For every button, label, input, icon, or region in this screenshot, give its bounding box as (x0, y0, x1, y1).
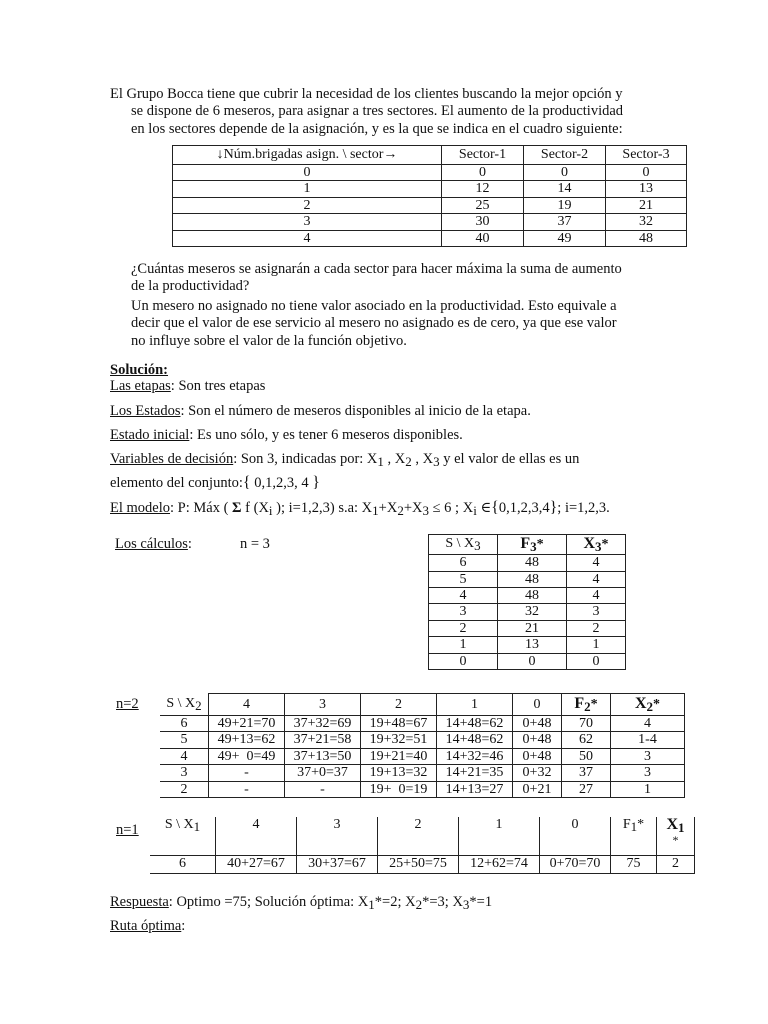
table-cell: 25 (442, 197, 524, 213)
table-cell: 32 (498, 604, 567, 620)
table-cell: 4 (173, 230, 442, 246)
left-brace-icon: { (491, 499, 499, 516)
header-cell: F2* (562, 694, 611, 716)
table-row (429, 620, 626, 636)
inicial-text: : Es uno sólo, y es tener 6 meseros disponibles. (189, 427, 463, 443)
table-cell: 62 (562, 732, 611, 748)
table-cell: 14+48=62 (437, 732, 513, 748)
table-row (160, 716, 685, 732)
table-cell: 70 (562, 716, 611, 732)
table-cell: 49 (524, 230, 606, 246)
table-cell: 30 (442, 214, 524, 230)
inicial-label: Estado inicial (110, 427, 190, 443)
table-cell: 2 (160, 781, 209, 797)
table-cell: 48 (498, 555, 567, 571)
header-cell: Sector-3 (606, 146, 687, 165)
table-cell: 40+27=67 (216, 855, 297, 873)
table-row (429, 588, 626, 604)
table-cell: 25+50=75 (378, 855, 459, 873)
header-cell: 0 (513, 694, 562, 716)
header-cell: S \ X2 (160, 694, 209, 716)
header-cell: 1 (437, 694, 513, 716)
intro-paragraph (110, 86, 662, 138)
table-cell: 12 (442, 181, 524, 197)
header-cell: S \ X1 (150, 817, 216, 855)
etapas-label: Las etapas (110, 378, 171, 394)
table-cell: 6 (429, 555, 498, 571)
table-cell: 5 (160, 732, 209, 748)
header-cell: 4 (216, 817, 297, 855)
subscript: 3 (433, 454, 440, 469)
table-cell: 2 (173, 197, 442, 213)
modelo-sum: +X (378, 500, 398, 516)
intro-line-1: El Grupo Bocca tiene que cubrir la necesidad de los clientes buscando la mejor opción y (110, 86, 623, 102)
table-cell: 37 (524, 214, 606, 230)
table-cell: 19+13=32 (361, 765, 437, 781)
intro-line-3: en los sectores depende de la asignación, y es la que se indica en el cuadro siguiente: (131, 120, 623, 137)
table-header-row (150, 817, 695, 855)
header-cell: X1 * (657, 817, 695, 855)
table-row (429, 555, 626, 571)
subscript: 3 (462, 897, 470, 912)
table-cell: 14+32=46 (437, 748, 513, 764)
table-cell: 3 (173, 214, 442, 230)
header-cell: S \ X3 (429, 535, 498, 555)
table-cell: 19+21=40 (361, 748, 437, 764)
table-cell: 1 (611, 781, 685, 797)
header-cell: 2 (378, 817, 459, 855)
table-cell: 13 (606, 181, 687, 197)
conjunto-values: 0,1,2,3, 4 (250, 475, 313, 491)
table-cell: 6 (150, 855, 216, 873)
header-cell: Sector-1 (442, 146, 524, 165)
table-cell: 0+48 (513, 748, 562, 764)
table-cell: 1 (567, 637, 626, 653)
header-cell: 2 (361, 694, 437, 716)
table-cell: 0 (442, 165, 524, 181)
table-cell: 50 (562, 748, 611, 764)
header-cell: 3 (285, 694, 361, 716)
table-row (160, 748, 685, 764)
table-cell: 5 (429, 571, 498, 587)
productivity-table (172, 145, 687, 247)
table-cell: 0+32 (513, 765, 562, 781)
modelo-set: 0,1,2,3,4 (498, 500, 550, 516)
table-cell: 32 (606, 214, 687, 230)
table-cell: 19+ 0=19 (361, 781, 437, 797)
ruta-colon: : (181, 918, 186, 934)
table-header-row (429, 535, 626, 555)
table-cell: 30+37=67 (297, 855, 378, 873)
calculos-label: Los cálculos (115, 536, 188, 552)
table-cell: 49+13=62 (209, 732, 285, 748)
subscript: 3 (422, 503, 429, 518)
table-cell: 2 (567, 620, 626, 636)
modelo-mid: ); i=1,2,3) s.a: X (272, 500, 373, 516)
stage-3-table (428, 534, 626, 670)
question-line-4: decir que el valor de ese servicio al mesero no asignado es de cero, ya que ese valor (131, 315, 617, 332)
respuesta-x2: *=3; X (422, 894, 463, 910)
table-row (173, 165, 687, 181)
table-header-row (173, 146, 687, 165)
respuesta-line (110, 894, 492, 913)
table-cell: 0+70=70 (540, 855, 611, 873)
table-cell: 4 (429, 588, 498, 604)
table-cell: 4 (160, 748, 209, 764)
table-cell: - (209, 781, 285, 797)
table-cell: 37+21=58 (285, 732, 361, 748)
modelo-in: ∈ (476, 500, 492, 516)
table-cell: 0 (606, 165, 687, 181)
table-cell: 0 (524, 165, 606, 181)
header-cell: 1 (459, 817, 540, 855)
calculos-colon: : (187, 536, 192, 552)
right-brace-icon: } (549, 499, 558, 516)
modelo-sum: +X (403, 500, 423, 516)
conjunto-text: elemento del conjunto: (110, 475, 243, 491)
table-cell: 21 (606, 197, 687, 213)
table-cell: 37 (562, 765, 611, 781)
header-cell: ↓Núm.brigadas asign. \ sector→ (173, 146, 442, 165)
table-cell: 75 (611, 855, 657, 873)
modelo-le: ≤ 6 ; X (428, 500, 474, 516)
subscript: 1 (377, 454, 384, 469)
table-cell: 19 (524, 197, 606, 213)
modelo-end: ; i=1,2,3. (557, 500, 610, 516)
inicial-line (110, 427, 463, 444)
table-row (429, 571, 626, 587)
header-cell: X3* (567, 535, 626, 555)
question-line-1: ¿Cuántas meseros se asignarán a cada sector para hacer máxima la suma de aumento (131, 261, 622, 277)
subscript: 1 (372, 503, 379, 518)
subscript: 2 (405, 454, 412, 469)
table-cell: 0 (567, 653, 626, 669)
subscript: i (473, 503, 477, 518)
table-cell: - (285, 781, 361, 797)
subscript: 2 (397, 503, 404, 518)
n1-label: n=1 (116, 822, 139, 838)
table-row (160, 781, 685, 797)
table-cell: 19+32=51 (361, 732, 437, 748)
table-cell: 1 (173, 181, 442, 197)
table-header-row (160, 694, 685, 716)
table-cell: 2 (429, 620, 498, 636)
respuesta-label: Respuesta (110, 894, 169, 910)
table-cell: 0 (429, 653, 498, 669)
table-cell: 3 (160, 765, 209, 781)
modelo-line (110, 498, 610, 519)
right-brace-icon: } (312, 474, 320, 491)
header-cell: F3* (498, 535, 567, 555)
header-cell: 3 (297, 817, 378, 855)
estados-line (110, 403, 531, 420)
respuesta-text: : Optimo =75; Solución óptima: X (168, 894, 369, 910)
sigma-symbol: Σ (232, 500, 242, 516)
table-cell: 37+32=69 (285, 716, 361, 732)
variables-label: Variables de decisión (110, 451, 234, 467)
left-brace-icon: { (242, 474, 251, 491)
subscript: 2 (415, 897, 423, 912)
table-row (150, 855, 695, 873)
table-cell: - (209, 765, 285, 781)
header-cell: F1* (611, 817, 657, 855)
table-cell: 0+48 (513, 716, 562, 732)
question-line-3: Un mesero no asignado no tiene valor asociado en la productividad. Esto equivale a (131, 297, 617, 314)
table-cell: 1-4 (611, 732, 685, 748)
solution-heading: Solución: (110, 362, 169, 378)
variables-text: : Son 3, indicadas por: X (233, 451, 378, 467)
table-cell: 37+13=50 (285, 748, 361, 764)
stage-2-table (160, 693, 685, 798)
table-cell: 40 (442, 230, 524, 246)
table-cell: 0 (498, 653, 567, 669)
calculos-line (115, 536, 192, 553)
estados-text: : Son el número de meseros disponibles al inicio de la etapa. (180, 403, 531, 419)
comma: , (411, 451, 423, 467)
table-cell: 0 (173, 165, 442, 181)
question-paragraph (131, 261, 661, 350)
table-cell: 49+ 0=49 (209, 748, 285, 764)
table-cell: 4 (567, 588, 626, 604)
table-row (173, 181, 687, 197)
question-line-2: de la productividad? (131, 278, 250, 295)
modelo-text: : P: Máx ( (170, 500, 233, 516)
table-row (429, 604, 626, 620)
table-cell: 14+48=62 (437, 716, 513, 732)
table-cell: 4 (567, 571, 626, 587)
table-cell: 27 (562, 781, 611, 797)
table-row (160, 765, 685, 781)
respuesta-x1: *=2; X (374, 894, 416, 910)
table-cell: 1 (429, 637, 498, 653)
n3-label: n = 3 (240, 536, 270, 552)
table-cell: 3 (429, 604, 498, 620)
table-cell: 19+48=67 (361, 716, 437, 732)
table-cell: 48 (498, 571, 567, 587)
header-cell: X2* (611, 694, 685, 716)
table-cell: 6 (160, 716, 209, 732)
table-cell: 2 (657, 855, 695, 873)
table-cell: 13 (498, 637, 567, 653)
table-cell: 14 (524, 181, 606, 197)
table-cell: 14+21=35 (437, 765, 513, 781)
table-row (429, 637, 626, 653)
table-cell: 3 (611, 748, 685, 764)
n2-label: n=2 (116, 696, 139, 712)
stage-1-table (150, 817, 695, 874)
table-cell: 21 (498, 620, 567, 636)
table-row (173, 230, 687, 246)
table-cell: 49+21=70 (209, 716, 285, 732)
table-cell: 14+13=27 (437, 781, 513, 797)
respuesta-x3: *=1 (469, 894, 493, 910)
modelo-f: f (X (241, 500, 269, 516)
variables-line: Variables de decisión: Son 3, indicadas por: X1 , X2 , X3 y el valor de ellas es un (110, 451, 580, 469)
table-row (429, 653, 626, 669)
table-cell: 4 (567, 555, 626, 571)
ruta-label: Ruta óptima (110, 918, 182, 934)
table-cell: 3 (611, 765, 685, 781)
table-row (173, 197, 687, 213)
modelo-label: El modelo (110, 500, 171, 516)
intro-line-2: se dispone de 6 meseros, para asignar a tres sectores. El aumento de la productividad (131, 103, 624, 120)
table-cell: 48 (498, 588, 567, 604)
table-cell: 3 (567, 604, 626, 620)
table-row (160, 732, 685, 748)
variables-rest: y el valor de ellas es un (439, 451, 580, 467)
ruta-line (110, 918, 185, 935)
table-cell: 12+62=74 (459, 855, 540, 873)
table-cell: 0+21 (513, 781, 562, 797)
question-line-5: no influye sobre el valor de la función objetivo. (131, 332, 407, 349)
table-cell: 4 (611, 716, 685, 732)
table-cell: 0+48 (513, 732, 562, 748)
comma: , (383, 451, 395, 467)
header-cell: 4 (209, 694, 285, 716)
table-row (173, 214, 687, 230)
header-cell: 0 (540, 817, 611, 855)
etapas-text: : Son tres etapas (170, 378, 266, 394)
subscript: 1 (368, 897, 375, 912)
table-cell: 37+0=37 (285, 765, 361, 781)
etapas-line (110, 378, 265, 395)
subscript: i (268, 503, 273, 518)
estados-label: Los Estados (110, 403, 181, 419)
conjunto-line (110, 473, 320, 492)
table-cell: 48 (606, 230, 687, 246)
header-cell: Sector-2 (524, 146, 606, 165)
